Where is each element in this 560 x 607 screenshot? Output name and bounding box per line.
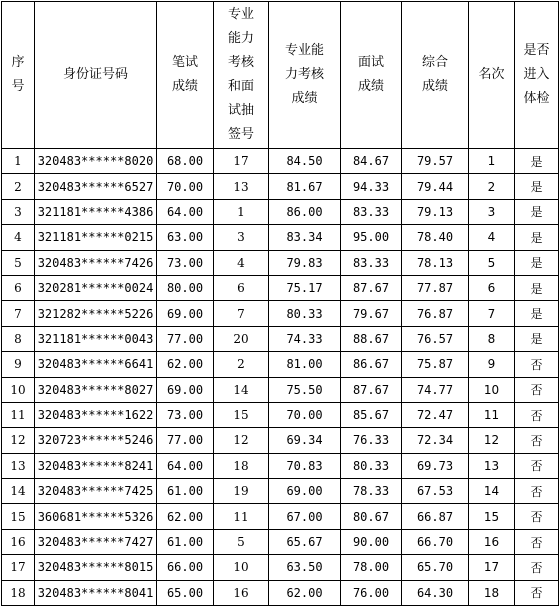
cell-physical: 否	[515, 580, 559, 605]
cell-seq: 3	[2, 199, 35, 224]
table-row	[2, 555, 559, 580]
cell-rank: 15	[469, 504, 515, 529]
cell-interview: 78.33	[341, 479, 402, 504]
cell-seq: 13	[2, 453, 35, 478]
cell-total: 79.57	[402, 149, 469, 174]
cell-written: 77.00	[157, 326, 214, 351]
header-row	[2, 2, 559, 149]
cell-interview: 80.33	[341, 453, 402, 478]
cell-id: 320483******8027	[35, 377, 157, 402]
cell-lot: 7	[214, 301, 269, 326]
cell-physical: 是	[515, 174, 559, 199]
cell-lot: 6	[214, 275, 269, 300]
score-table	[1, 1, 559, 606]
header-lot	[214, 2, 269, 149]
header-physical-label: 是否 进入 体检	[523, 43, 550, 106]
header-ability	[269, 2, 341, 149]
cell-lot: 1	[214, 199, 269, 224]
cell-id: 321181******4386	[35, 199, 157, 224]
cell-interview: 94.33	[341, 174, 402, 199]
cell-rank: 5	[469, 250, 515, 275]
cell-id: 320483******7427	[35, 529, 157, 554]
cell-total: 78.40	[402, 225, 469, 250]
cell-interview: 84.67	[341, 149, 402, 174]
cell-ability: 74.33	[269, 326, 341, 351]
cell-written: 62.00	[157, 504, 214, 529]
cell-written: 63.00	[157, 225, 214, 250]
cell-total: 75.87	[402, 352, 469, 377]
table-row	[2, 453, 559, 478]
cell-physical: 否	[515, 479, 559, 504]
cell-physical: 是	[515, 149, 559, 174]
cell-physical: 否	[515, 529, 559, 554]
cell-rank: 3	[469, 199, 515, 224]
cell-total: 74.77	[402, 377, 469, 402]
cell-lot: 3	[214, 225, 269, 250]
cell-ability: 81.67	[269, 174, 341, 199]
table-row	[2, 301, 559, 326]
cell-ability: 69.00	[269, 479, 341, 504]
cell-rank: 11	[469, 402, 515, 427]
table-row	[2, 149, 559, 174]
cell-lot: 5	[214, 529, 269, 554]
table-row	[2, 428, 559, 453]
cell-physical: 否	[515, 377, 559, 402]
cell-written: 70.00	[157, 174, 214, 199]
table-row	[2, 275, 559, 300]
cell-total: 77.87	[402, 275, 469, 300]
cell-physical: 否	[515, 453, 559, 478]
cell-physical: 是	[515, 301, 559, 326]
cell-ability: 63.50	[269, 555, 341, 580]
cell-written: 69.00	[157, 377, 214, 402]
cell-rank: 8	[469, 326, 515, 351]
cell-seq: 17	[2, 555, 35, 580]
table-row	[2, 326, 559, 351]
cell-lot: 12	[214, 428, 269, 453]
cell-seq: 18	[2, 580, 35, 605]
table-row	[2, 479, 559, 504]
table-row	[2, 580, 559, 605]
table-row	[2, 402, 559, 427]
cell-ability: 69.34	[269, 428, 341, 453]
cell-interview: 86.67	[341, 352, 402, 377]
cell-id: 320483******8015	[35, 555, 157, 580]
cell-id: 320281******0024	[35, 275, 157, 300]
cell-interview: 87.67	[341, 275, 402, 300]
header-interview	[341, 2, 402, 149]
cell-total: 76.57	[402, 326, 469, 351]
cell-written: 61.00	[157, 529, 214, 554]
table-row	[2, 504, 559, 529]
header-seq	[2, 2, 35, 149]
cell-lot: 14	[214, 377, 269, 402]
cell-ability: 75.17	[269, 275, 341, 300]
cell-lot: 4	[214, 250, 269, 275]
header-physical	[515, 2, 559, 149]
header-interview-label: 面试 成绩	[357, 55, 384, 94]
cell-id: 320723******5246	[35, 428, 157, 453]
cell-written: 73.00	[157, 250, 214, 275]
cell-ability: 80.33	[269, 301, 341, 326]
cell-id: 320483******8241	[35, 453, 157, 478]
cell-seq: 15	[2, 504, 35, 529]
cell-id: 321282******5226	[35, 301, 157, 326]
cell-seq: 11	[2, 402, 35, 427]
cell-lot: 18	[214, 453, 269, 478]
cell-ability: 86.00	[269, 199, 341, 224]
cell-lot: 13	[214, 174, 269, 199]
header-total-label: 综合 成绩	[421, 55, 448, 94]
cell-written: 64.00	[157, 453, 214, 478]
cell-ability: 62.00	[269, 580, 341, 605]
cell-id: 320483******1622	[35, 402, 157, 427]
header-rank	[469, 2, 515, 149]
cell-seq: 16	[2, 529, 35, 554]
cell-physical: 是	[515, 326, 559, 351]
cell-total: 66.87	[402, 504, 469, 529]
cell-seq: 8	[2, 326, 35, 351]
cell-written: 66.00	[157, 555, 214, 580]
table-row	[2, 225, 559, 250]
cell-id: 320483******6641	[35, 352, 157, 377]
header-id	[35, 2, 157, 149]
cell-id: 320483******7426	[35, 250, 157, 275]
cell-ability: 67.00	[269, 504, 341, 529]
cell-rank: 9	[469, 352, 515, 377]
cell-interview: 88.67	[341, 326, 402, 351]
table-body	[2, 149, 559, 606]
header-lot-label: 专业 能力 考核 和面 试抽 签号	[227, 7, 254, 142]
table-row	[2, 529, 559, 554]
table-row	[2, 377, 559, 402]
cell-id: 360681******5326	[35, 504, 157, 529]
cell-interview: 90.00	[341, 529, 402, 554]
cell-lot: 2	[214, 352, 269, 377]
cell-written: 77.00	[157, 428, 214, 453]
header-id-label: 身份证号码	[62, 67, 128, 82]
cell-total: 79.13	[402, 199, 469, 224]
cell-rank: 7	[469, 301, 515, 326]
cell-id: 321181******0043	[35, 326, 157, 351]
cell-total: 79.44	[402, 174, 469, 199]
header-written-label: 笔试 成绩	[171, 55, 198, 94]
cell-total: 67.53	[402, 479, 469, 504]
cell-lot: 17	[214, 149, 269, 174]
cell-written: 69.00	[157, 301, 214, 326]
cell-ability: 75.50	[269, 377, 341, 402]
cell-rank: 1	[469, 149, 515, 174]
cell-rank: 10	[469, 377, 515, 402]
cell-physical: 否	[515, 428, 559, 453]
cell-lot: 20	[214, 326, 269, 351]
cell-ability: 70.83	[269, 453, 341, 478]
cell-written: 65.00	[157, 580, 214, 605]
cell-total: 72.47	[402, 402, 469, 427]
cell-seq: 14	[2, 479, 35, 504]
cell-id: 320483******6527	[35, 174, 157, 199]
cell-physical: 是	[515, 199, 559, 224]
cell-rank: 12	[469, 428, 515, 453]
cell-interview: 87.67	[341, 377, 402, 402]
cell-physical: 否	[515, 352, 559, 377]
cell-lot: 19	[214, 479, 269, 504]
header-written	[157, 2, 214, 149]
cell-rank: 13	[469, 453, 515, 478]
cell-total: 66.70	[402, 529, 469, 554]
cell-total: 76.87	[402, 301, 469, 326]
cell-written: 80.00	[157, 275, 214, 300]
header-ability-label: 专业能 力考核 成绩	[284, 43, 324, 106]
cell-id: 320483******7425	[35, 479, 157, 504]
cell-seq: 1	[2, 149, 35, 174]
cell-interview: 95.00	[341, 225, 402, 250]
cell-total: 69.73	[402, 453, 469, 478]
cell-rank: 16	[469, 529, 515, 554]
cell-physical: 是	[515, 250, 559, 275]
table-row	[2, 352, 559, 377]
cell-seq: 2	[2, 174, 35, 199]
cell-written: 61.00	[157, 479, 214, 504]
cell-seq: 5	[2, 250, 35, 275]
table-row	[2, 250, 559, 275]
cell-rank: 6	[469, 275, 515, 300]
cell-written: 73.00	[157, 402, 214, 427]
header-rank-label: 名次	[478, 67, 505, 82]
cell-lot: 16	[214, 580, 269, 605]
cell-ability: 81.00	[269, 352, 341, 377]
cell-ability: 79.83	[269, 250, 341, 275]
cell-id: 320483******8041	[35, 580, 157, 605]
cell-interview: 76.00	[341, 580, 402, 605]
cell-rank: 2	[469, 174, 515, 199]
cell-id: 321181******0215	[35, 225, 157, 250]
cell-physical: 否	[515, 402, 559, 427]
cell-interview: 83.33	[341, 199, 402, 224]
header-seq-label: 序 号	[11, 55, 25, 94]
table-row	[2, 174, 559, 199]
cell-rank: 18	[469, 580, 515, 605]
cell-seq: 7	[2, 301, 35, 326]
cell-interview: 85.67	[341, 402, 402, 427]
cell-written: 68.00	[157, 149, 214, 174]
cell-lot: 10	[214, 555, 269, 580]
cell-total: 64.30	[402, 580, 469, 605]
cell-id: 320483******8020	[35, 149, 157, 174]
cell-total: 78.13	[402, 250, 469, 275]
cell-ability: 70.00	[269, 402, 341, 427]
table-header	[2, 2, 559, 149]
cell-seq: 6	[2, 275, 35, 300]
table-row	[2, 199, 559, 224]
cell-ability: 84.50	[269, 149, 341, 174]
cell-physical: 否	[515, 555, 559, 580]
cell-rank: 17	[469, 555, 515, 580]
cell-lot: 11	[214, 504, 269, 529]
cell-physical: 是	[515, 225, 559, 250]
cell-physical: 是	[515, 275, 559, 300]
cell-physical: 否	[515, 504, 559, 529]
cell-written: 64.00	[157, 199, 214, 224]
cell-seq: 12	[2, 428, 35, 453]
cell-seq: 9	[2, 352, 35, 377]
cell-total: 65.70	[402, 555, 469, 580]
cell-rank: 14	[469, 479, 515, 504]
cell-written: 62.00	[157, 352, 214, 377]
cell-interview: 83.33	[341, 250, 402, 275]
cell-interview: 76.33	[341, 428, 402, 453]
cell-ability: 83.34	[269, 225, 341, 250]
cell-seq: 10	[2, 377, 35, 402]
header-total	[402, 2, 469, 149]
cell-lot: 15	[214, 402, 269, 427]
cell-interview: 78.00	[341, 555, 402, 580]
cell-total: 72.34	[402, 428, 469, 453]
cell-interview: 79.67	[341, 301, 402, 326]
cell-interview: 80.67	[341, 504, 402, 529]
cell-rank: 4	[469, 225, 515, 250]
cell-ability: 65.67	[269, 529, 341, 554]
cell-seq: 4	[2, 225, 35, 250]
